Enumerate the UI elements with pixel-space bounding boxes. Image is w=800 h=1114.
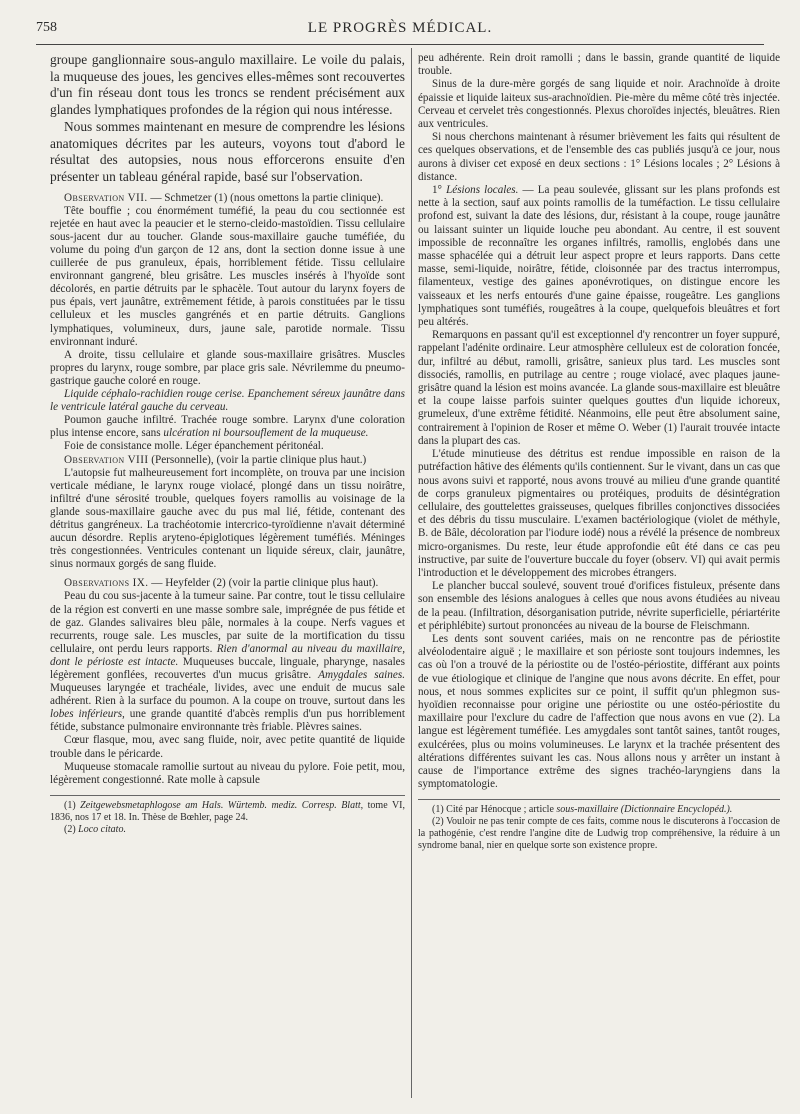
page-number: 758 (36, 20, 57, 35)
paragraph: Si nous cherchons maintenant à résumer brièvement les faits qui résultent de ces quelques observations, et de l'ensemble des cas publiés jusqu'à ce jour, nous aurons à diviser cet exposé en deux sections : 1° Lésions locales ; 2° Lésions à distance. (418, 131, 780, 183)
text-run: 1° (432, 184, 442, 197)
observation-vii-title (50, 192, 405, 205)
text-run: Muqueuses laryngée et trachéale, livides, avec une enduit de mucus sale adhérent. Rien à la surface du poumon. A la coupe on trouve, surtout dans les (50, 682, 405, 708)
observation-heading: Observations IX. (64, 577, 149, 590)
paragraph: groupe ganglionnaire sous-angulo maxillaire. Le voile du palais, la muqueuse des joues, les gencives elles-mêmes sont recouvertes d'un fin réseau dont tous les troncs se rendent précisément aux glandes lymphatiques profondes de la région qui nous intéresse. (50, 52, 405, 118)
page-header (36, 20, 764, 42)
text-run: Rien d'anormal au niveau du maxillaire, dont le périoste est intacte. (50, 642, 405, 668)
paragraph: Sinus de la dure-mère gorgés de sang liquide et noir. Arachnoïde à droite épaissie et liquide laiteux sus-arachnoïdien. Pie-mère du même côté très injectée. Cerveau et cervelet très congestionnés. Plexus choroïdes injectés, bleuâtres. Rien aux ventricules. (418, 78, 780, 131)
text-run: sous-maxillaire (Dictionnaire Encyclopéd.). (556, 804, 733, 816)
observation-author: (Personnelle), (voir la partie clinique plus haut.) (151, 453, 367, 466)
paragraph: Liquide céphalo-rachidien rouge cerise. Epanchement séreux jaunâtre dans le ventricule latéral gauche du cerveau. (50, 388, 405, 414)
footnote (418, 804, 780, 816)
text-run: tome VI, 1836, nos 17 et 18. In. Thèse de Bœhler, page 24. (50, 799, 405, 823)
footnote-rule (50, 795, 405, 796)
paragraph: Les dents sont souvent cariées, mais on ne rencontre pas de périostite alvéolodentaire aiguë ; le maxillaire et son périoste sont toujours indemnes, les cas où l'on a trouvé de la périostite ou de l'ostéo-périostite, différant aux points de vue étiologique et clinique de l'angine que nous avons décrite. En effet, pour nous, et nous sommes explicites sur ce point, il suffit qu'un phlegmon sus-hyoïdien reconnaisse pour origine une périostite ou une ostéo-périostite du maxillaire pour l'exclure du cadre de l'affection que nous avons en vue (2). La langue est légèrement tuméfiée. Les amygdales sont tantôt saines, tantôt rouges, exulcérées, plus ou moins volumineuses. Le larynx et la trachée présentent des altérations différentes suivant les cas. Nous allons nous y arrêter un instant à cause de l'importance extrême des signes trachéo-laryngiens dans la symptomatologie. (418, 632, 780, 791)
footnote (50, 824, 405, 836)
paragraph (418, 184, 780, 329)
text-run: Amygdales saines. (318, 669, 405, 681)
text-run: lobes inférieurs, (50, 708, 125, 721)
text-run: Muqueuses buccale, linguale, pharynge, nasales légèrement gonflées, recouvertes d'un mucus grisâtre. (50, 655, 405, 681)
observation-heading: Observation VIII (64, 453, 149, 466)
footnote: (2) Vouloir ne pas tenir compte de ces faits, comme nous le discuterons à l'occasion de la pathogénie, c'est rendre l'angine dite de Ludwig trop compréhensive, la réduire à un syndrome banal, nier en quelque sorte son existence propre. (418, 816, 780, 852)
paragraph: Nous sommes maintenant en mesure de comprendre les lésions anatomiques décrites par les auteurs, voyons tout d'abord le résultat des autopsies, nous nous efforcerons ensuite d'en présenter un tableau général rapide, basé sur l'observation. (50, 118, 405, 184)
section-heading: Lésions locales. (446, 184, 519, 197)
text-run: (1) Cité par Hénocque ; article (432, 804, 554, 816)
observation-author: — Schmetzer (1) (nous omettons la partie clinique). (150, 191, 384, 204)
text-run: Peau du cou sus-jacente à la tumeur saine. Par contre, tout le tissu cellulaire de la région est converti en une masse sombre sale, imprégnée de pus fétide et de gaz. Glandes salivaires bleu pâle, normales à la coupe. Nerfs vagues et recurrents, rouge sale. Les muscles, par suite de la mortification du tissu cellulaire, ont perdu leurs rapports. (50, 590, 405, 655)
paragraph: Le plancher buccal soulevé, souvent troué d'orifices fistuleux, présente dans son ensemble des lésions analogues à celles que nous avons étudiées au niveau de la peau. (Infiltration, désorganisation putride, névrite superficielle, périartérite et périphlébite) surtout prononcées au niveau de la bourse de Fleischmann. (418, 580, 780, 632)
right-column (418, 52, 780, 852)
column-divider (411, 48, 412, 1098)
paragraph (50, 414, 405, 440)
observation-heading: Observation VII. (64, 191, 148, 204)
text-run: Loco citato. (78, 823, 126, 835)
observation-ix-title (50, 577, 405, 590)
footnote-marker: (1) (64, 799, 76, 811)
text-run: une grande quantité d'abcès remplis d'un pus horriblement fétide, substance pulmonaire environnante très friable. Plèvres saines. (50, 708, 405, 734)
text-run: ulcération ni boursouflement de la muqueuse. (163, 427, 369, 440)
left-column (50, 52, 405, 836)
footnote-marker: (2) (64, 823, 76, 835)
text-run: Zeitgewebsmetaphlogose am Hals. Würtemb. mediz. Corresp. Blatt, (80, 799, 364, 811)
paragraph: L'autopsie fut malheureusement fort incomplète, on trouva par une incision verticale médiane, le larynx rouge violacé, plongé dans un tissu noirâtre, infiltré d'une sérosité trouble, quelques foyers ramollis au voisinage de la glande sous-maxillaire gauche avec du pus mal lié, fétide, contenant des détritus gangréneux. La trachéotomie intercrico-tyroïdienne n'avait déterminé aucun désordre. Replis aryteno-épiglotiques légèrement tuméfiés. Méninges très congestionnées. Ventricules contenant un liquide séreux, clair, jaunâtre, sinus normaux gorgés de sang fluide. (50, 466, 405, 571)
observation-viii-title (50, 454, 405, 467)
paragraph: Muqueuse stomacale ramollie surtout au niveau du pylore. Foie petit, mou, légèrement congestionné. Rate molle à capsule (50, 760, 405, 786)
paragraph: L'étude minutieuse des détritus est rendue impossible en raison de la putréfaction hâtive des éléments qu'ils contiennent. Sur le vivant, dans un cas que nous avons suivi et rapporté, nous avons trouvé au milieu d'une grande quantité de corps granuleux pigmentaires ou protéiques, produits de désintégration cellulaire, des gouttelettes graisseuses, quelques fibrilles conjonctives dissociées et des débris du tissu musculaire. L'examen bactériologique (violet de méthyle, B. de Bâle, décoloration par l'iodure iodé) nous a révélé la présence de nombreux micro-organismes. Du reste, leur étude approfondie eût été dans ce cas peu instructive, par suite de l'ouverture buccale du foyer (observ. VI) qui avait permis l'introduction et le développement des microbes étrangers. (418, 448, 780, 579)
paragraph: Tête bouffie ; cou énormément tuméfié, la peau du cou sectionnée est rejetée en haut avec la peaucier et le sterno-cleido-mastoïdien. Tissu cellulaire sous-jacent dur au toucher. Glande sous-maxillaire gauche tuméfiée, du volume du poing d'un garçon de 12 ans, dont la section donne issue à une cuillerée de pus granuleux, épais, horriblement fétide. Tissu cellulaire environnant gangrené, bleu grisâtre. Les muscles insérés à l'hyoïde sont décolorés, en partie détruits par le sphacèle. Tout autour du larynx foyers de pus épais, vert jaunâtre, extrêmement fétide, à parois constituées par le tissu celluleux et les muscles gangrénés et en partie détruits. Ganglions lymphatiques, volumineux, durs, jaune sale, parotide normale. Tissu environnant induré. (50, 204, 405, 348)
footnote-rule (418, 799, 780, 800)
paragraph: Cœur flasque, mou, avec sang fluide, noir, avec petite quantité de liquide trouble dans le péricarde. (50, 734, 405, 760)
observation-author: — Heyfelder (2) (voir la partie clinique plus haut). (151, 577, 379, 590)
text-run: Poumon gauche infiltré. Trachée rouge sombre. Larynx d'une coloration plus intense encore, sans (50, 414, 405, 440)
paragraph (50, 590, 405, 734)
text-run: — La peau soulevée, glissant sur les plans profonds est nette à la section, sauf aux points ramollis de la tuméfaction. Le tissu cellulaire profond est, suivant la date des lésions, dur, résistant à la coupe, rouge jaunâtre ou laissant suinter un liquide louche peu abondant. Au centre, il est souvent impossible de reconnaître les organes infiltrés, ramollis, englobés dans une masse sphacélée qui a détruit leur aspect propre et leurs rapports. Dans cette masse, semi-liquide, noirâtre, fétide, cloisonnée par des tractus interrompus, filamenteux, vestige des gaines aponévrotiques, on distingue encore les vaisseaux et les nerfs entourés d'une gaine épaisse, rougeâtre. Les ganglions lymphatiques sont tuméfiés, rougeâtres à la coupe, quelquefois bleuâtres et fort peu altérés. (418, 184, 780, 329)
paragraph: A droite, tissu cellulaire et glande sous-maxillaire grisâtres. Muscles propres du larynx, rouge sombre, par place gris sale. Névrilemme du pneumo-gastrique gauche coloré en rouge. (50, 348, 405, 387)
header-rule (36, 44, 764, 45)
paragraph: Foie de consistance molle. Léger épanchement péritonéal. (64, 440, 324, 453)
paragraph: peu adhérente. Rein droit ramolli ; dans le bassin, grande quantité de liquide trouble. (418, 52, 780, 78)
journal-title: LE PROGRÈS MÉDICAL. (307, 20, 493, 36)
paragraph: Remarquons en passant qu'il est exceptionnel d'y rencontrer un foyer suppuré, rappelant l'adénite ordinaire. Leur atmosphère celluleux est de coloration foncée, dur, infiltré au début, ramolli, grisâtre, sanieux plus tard. Les muscles sont dissociés, ramollis, en putrilage au centre ; rouge violacé, avec plaques jaune-grisâtre quand la lésion est moins avancée. La glande sous-maxillaire est bleuâtre et la coupe laisse parfois suinter quelques gouttes d'un liquide ichoreux, grumeleux, d'une extrême fétidité. Néanmoins, elle peut être absolument saine, contrairement à l'opinion de Roser et même O. Weber (1) l'aurait trouvée intacte dans la plupart des cas. (418, 329, 780, 447)
footnote (50, 800, 405, 824)
